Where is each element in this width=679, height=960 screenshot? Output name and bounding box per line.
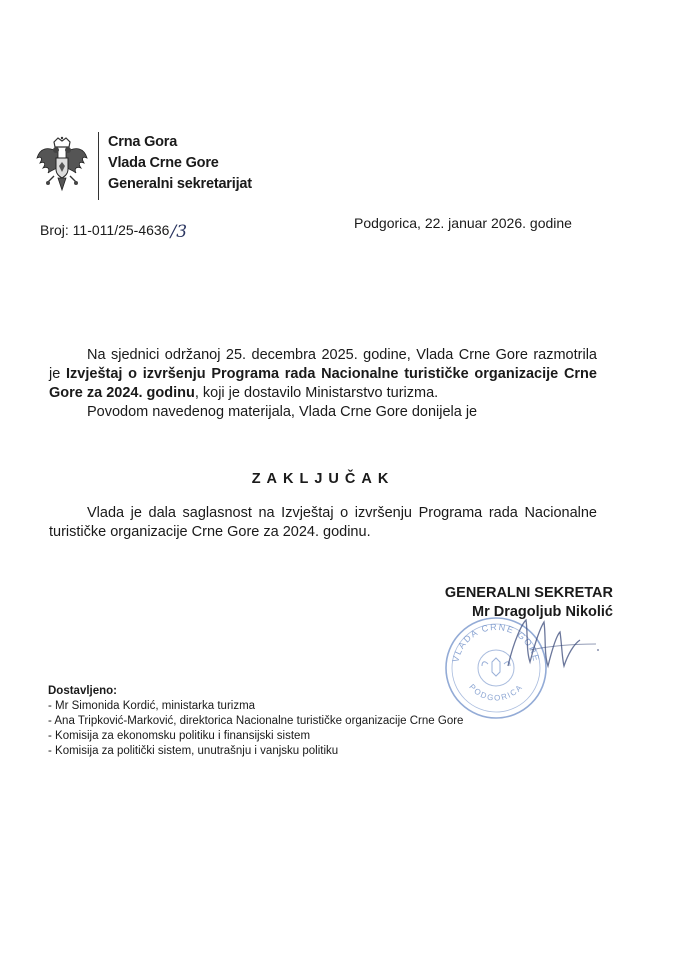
org-line-3: Generalni sekretarijat	[108, 176, 252, 192]
conclusion-heading: ZAKLJUČAK	[251, 471, 395, 487]
svg-text:PODGORICA	[467, 682, 524, 702]
stamp-top-text: VLADA CRNE GORE	[450, 621, 542, 664]
handwritten-signature	[500, 610, 610, 680]
letterhead-divider	[98, 132, 99, 200]
intro-bold-title: Izvještaj o izvršenju Programa rada Nacionalne turističke organizacije Crne Gore za 2024. godinu	[49, 366, 597, 401]
montenegro-coat-of-arms-icon	[34, 136, 90, 198]
reference-number-text: Broj: 11-011/25-4636	[40, 222, 170, 238]
paragraph-intro	[49, 346, 597, 403]
distribution-list	[48, 684, 463, 759]
intro-end: , koji je dostavilo Ministarstvo turizma.	[194, 385, 439, 401]
distribution-item: - Mr Simonida Kordić, ministarka turizma	[48, 700, 256, 712]
letterhead	[34, 132, 334, 202]
org-line-2: Vlada Crne Gore	[108, 155, 219, 171]
paragraph-conclusion: Vlada je dala saglasnost na Izvještaj o izvršenju Programa rada Nacionalne turističke organizacije Crne Gore za 2024. godinu.	[49, 505, 597, 540]
distribution-item: - Ana Tripković-Marković, direktorica Nacionalne turističke organizacije Crne Gore	[48, 715, 464, 727]
handwritten-suffix: /3	[170, 222, 188, 242]
stamp-bottom-text: PODGORICA	[467, 682, 525, 703]
document-date: Podgorica, 22. januar 2026. godine	[354, 215, 572, 231]
signatory-title: GENERALNI SEKRETAR	[444, 585, 613, 601]
paragraph-decision-intro: Povodom navedenog materijala, Vlada Crne Gore donijela je	[87, 404, 478, 420]
org-line-1: Crna Gora	[108, 134, 178, 150]
organization-name	[108, 132, 252, 195]
reference-number	[40, 220, 187, 240]
signatory-name: Mr Dragoljub Nikolić	[472, 604, 613, 620]
distribution-item: - Komisija za politički sistem, unutrašnju i vanjsku politiku	[48, 745, 339, 757]
distribution-item: - Komisija za ekonomsku politiku i finansijski sistem	[48, 730, 311, 742]
distribution-title: Dostavljeno:	[48, 685, 118, 697]
intro-text: Na sjednici održanoj 25. decembra 2025. godine, Vlada Crne Gore razmotrila je	[49, 347, 597, 382]
document-body	[49, 346, 597, 540]
